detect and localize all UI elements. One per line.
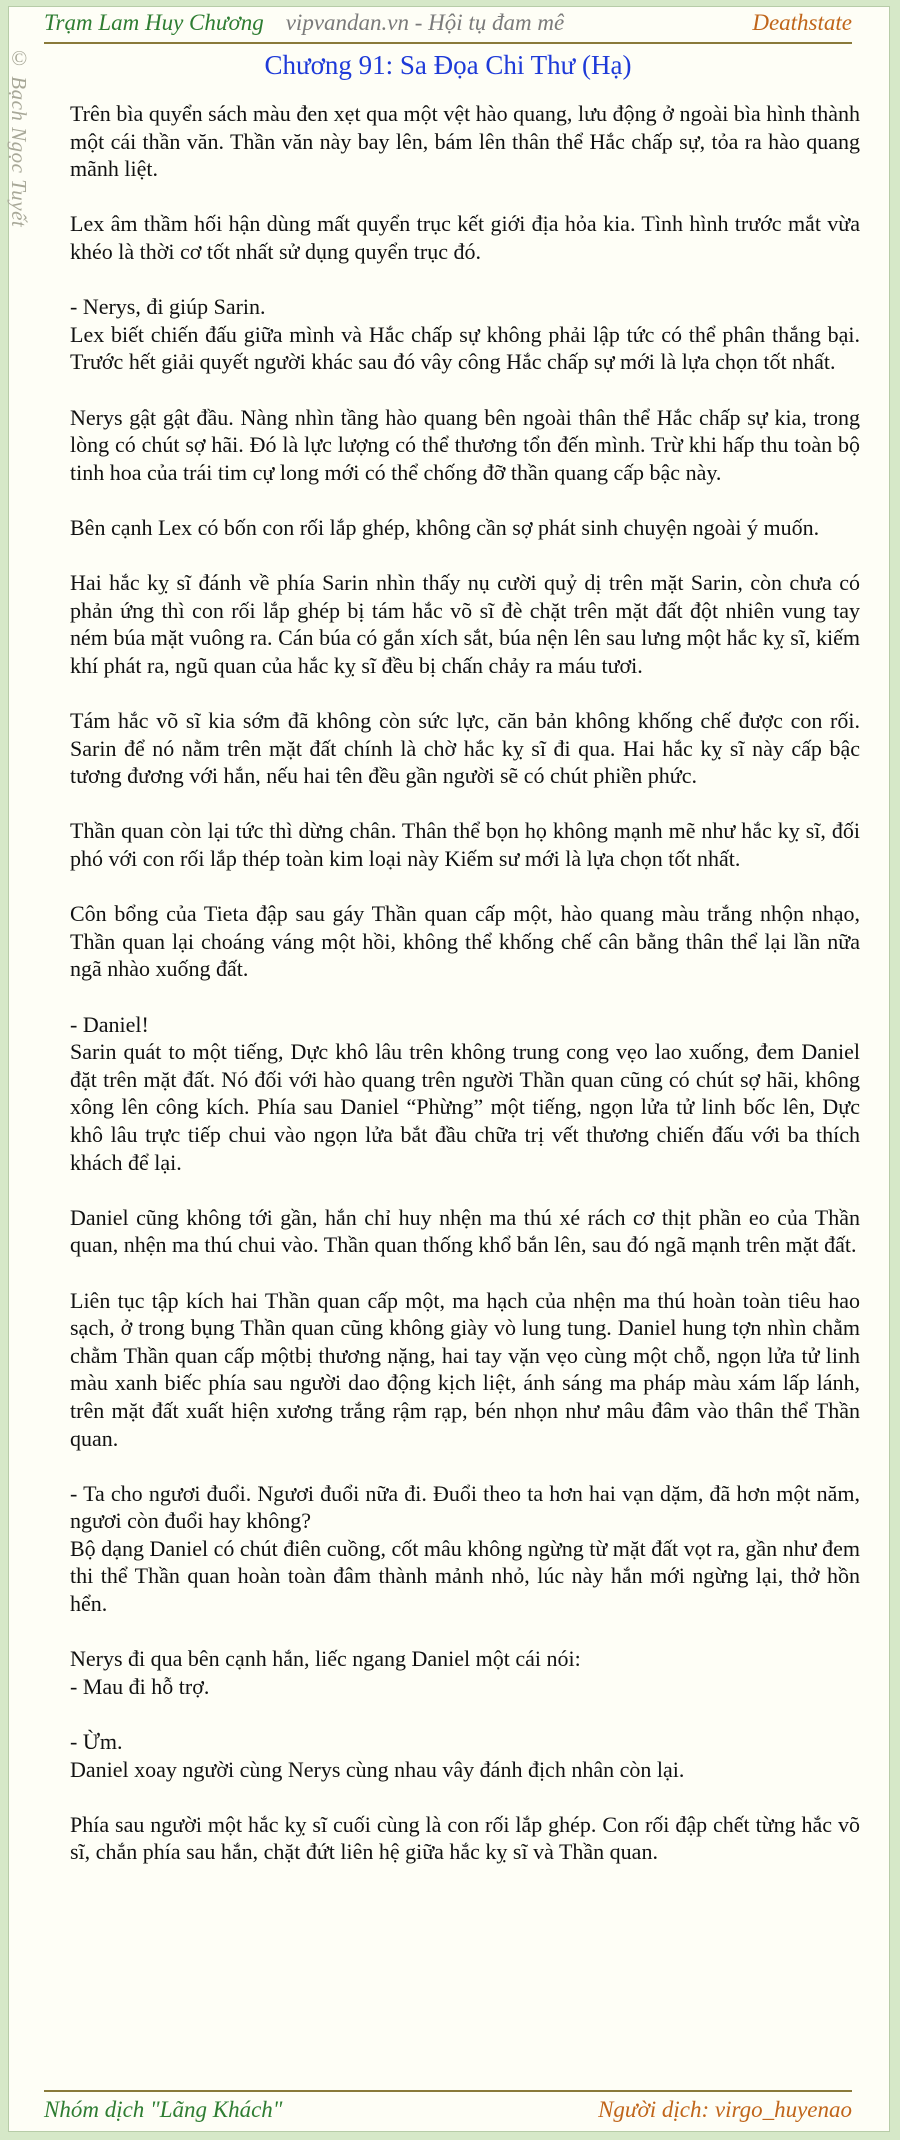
paragraph-line: - Ta cho ngươi đuổi. Ngươi đuổi nữa đi. Đuổi theo ta hơn hai vạn dặm, đã hơn một năm, ngươi còn đuổi hay không? [70,1480,860,1534]
page-header [44,4,852,44]
translation-group: Nhóm dịch "Lãng Khách" [44,2097,283,2122]
paragraph [70,817,860,872]
paragraph-line: Tám hắc võ sĩ kia sớm đã không còn sức lực, căn bản không khống chế được con rối. Sarin để nó nằm trên mặt đất chính là chờ hắc kỵ sĩ đi qua. Hai hắc kỵ sĩ này cấp bậc tương đương với hắn, nếu hai tên đều gần người sẽ có chút phiền phức. [70,708,860,789]
paragraph-line: Côn bổng của Tieta đập sau gáy Thần quan cấp một, hào quang màu trắng nhộn nhạo, Thần quan lại choáng váng một hồi, không thể khống chế cân bằng thân thể lại lần nữa ngã nhào xuống đất. [70,901,860,982]
watermark: © Bạch Ngọc Tuyết [7,46,31,228]
paragraph-line: Nerys gật gật đầu. Nàng nhìn tầng hào quang bên ngoài thân thể Hắc chấp sự kia, trong lòng có chút sợ hãi. Đó là lực lượng có thể thương tổn đến mình. Trừ khi hấp thu toàn bộ tinh hoa của trái tim cự long mới có thể chống đỡ thần quang cấp bậc này. [70,404,860,485]
page-footer [44,2090,852,2128]
site-tagline: vipvandan.vn - Hội tụ đam mê [285,10,565,35]
paragraph-line: Liên tục tập kích hai Thần quan cấp một, ma hạch của nhện ma thú hoàn toàn tiêu hao sạch, ở trong bụng Thần quan cũng không giày vò lung tung. Daniel hung tợn nhìn chằm chằm Thần quan cấp mộtbị thương nặng, hai tay vặn vẹo cùng một chỗ, ngọn lửa tử linh màu xanh biếc phía sau người dao động kịch liệt, ánh sáng ma pháp màu xám lấp lánh, trên mặt đất xuất hiện xương trắng rậm rạp, bén nhọn như mâu đâm vào thân thể Thần quan. [70,1287,860,1451]
paragraph-line: Bộ dạng Daniel có chút điên cuồng, cốt mâu không ngừng từ mặt đất vọt ra, gần như đem thi thể Thần quan hoàn toàn đâm thành mảnh nhỏ, lúc này hắn mới ngừng lại, thở hồn hển. [70,1535,860,1617]
paragraph [70,293,860,376]
paragraph-line: - Ừm. [70,1729,123,1755]
paragraph-line: - Daniel! [70,1011,149,1037]
paragraph-line: Nerys đi qua bên cạnh hắn, liếc ngang Daniel một cái nói: [70,1646,581,1672]
story-name: Deathstate [752,10,852,35]
paragraph [70,1204,860,1259]
paragraph [70,100,860,183]
paragraph-line: Hai hắc kỵ sĩ đánh về phía Sarin nhìn thấy nụ cười quỷ dị trên mặt Sarin, còn chưa có phản ứng thì con rối lắp ghép bị tám hắc võ sĩ đè chặt trên mặt đất đột nhiên vung tay ném búa mặt vuông ra. Cán búa có gắn xích sắt, búa nện lên sau lưng một hắc kỵ sĩ, kiếm khí phát ra, ngũ quan của hắc kỵ sĩ đều bị chấn chảy ra máu tươi. [70,570,860,678]
paragraph-line: Phía sau người một hắc kỵ sĩ cuối cùng là con rối lắp ghép. Con rối đập chết từng hắc võ sĩ, chắn phía sau hắn, chặt đứt liên hệ giữa hắc kỵ sĩ và Thần quan. [70,1811,860,1865]
paragraph-line: Sarin quát to một tiếng, Dực khô lâu trên không trung cong vẹo lao xuống, đem Daniel đặt trên mặt đất. Nó đối với hào quang trên người Thần quan cũng có chút sợ hãi, không xông lên công kích. Phía sau Daniel “Phừng” một tiếng, ngọn lửa tử linh bốc lên, Dực khô lâu trực tiếp chui vào ngọn lửa bắt đầu chữa trị vết thương chiến đấu với ba thích khách để lại. [70,1039,860,1175]
paragraph-line: Daniel xoay người cùng Nerys cùng nhau vây đánh địch nhân còn lại. [70,1756,685,1782]
paragraph [70,1811,860,1866]
chapter-title: Chương 91: Sa Đọa Chi Thư (Hạ) [264,50,632,80]
paragraph-line: Thần quan còn lại tức thì dừng chân. Thân thể bọn họ không mạnh mẽ như hắc kỵ sĩ, đối phó với con rối lắp thép toàn kim loại này Kiếm sư mới là lựa chọn tốt nhất. [70,818,860,872]
paragraph [70,1287,860,1453]
paragraph [70,900,860,983]
chapter-body [70,100,860,1894]
paragraph [70,707,860,790]
paragraph [70,404,860,487]
paragraph-line: - Mau đi hỗ trợ. [70,1673,210,1699]
paragraph [70,1728,860,1783]
paragraph-line: Daniel cũng không tới gần, hắn chỉ huy nhện ma thú xé rách cơ thịt phần eo của Thần quan, nhện ma thú chui vào. Thần quan thống khổ bắn lên, sau đó ngã mạnh trên mặt đất. [70,1204,860,1258]
paragraph [70,1480,860,1618]
paragraph [70,514,860,542]
paragraph [70,210,860,265]
site-name: Trạm Lam Huy Chương [44,10,264,35]
paragraph-line: - Nerys, đi giúp Sarin. [70,294,266,320]
paragraph [70,1011,860,1177]
paragraph-line: Bên cạnh Lex có bốn con rối lắp ghép, không cần sợ phát sinh chuyện ngoài ý muốn. [70,514,820,540]
paragraph-line: Trên bìa quyển sách màu đen xẹt qua một vệt hào quang, lưu động ở ngoài bìa hình thành một cái thần văn. Thần văn này bay lên, bám lên thân thể Hắc chấp sự, tỏa ra hào quang mãnh liệt. [70,101,860,182]
paragraph-line: Lex biết chiến đấu giữa mình và Hắc chấp sự không phải lập tức có thể phân thắng bại. Trước hết giải quyết người khác sau đó vây công Hắc chấp sự mới là lựa chọn tốt nhất. [70,321,860,375]
paragraph [70,569,860,679]
paragraph [70,1645,860,1700]
translator-name: Người dịch: virgo_huyenao [598,2097,852,2122]
paragraph-line: Lex âm thầm hối hận dùng mất quyển trục kết giới địa hỏa kia. Tình hình trước mắt vừa khéo là thời cơ tốt nhất sử dụng quyển trục đó. [70,211,860,264]
